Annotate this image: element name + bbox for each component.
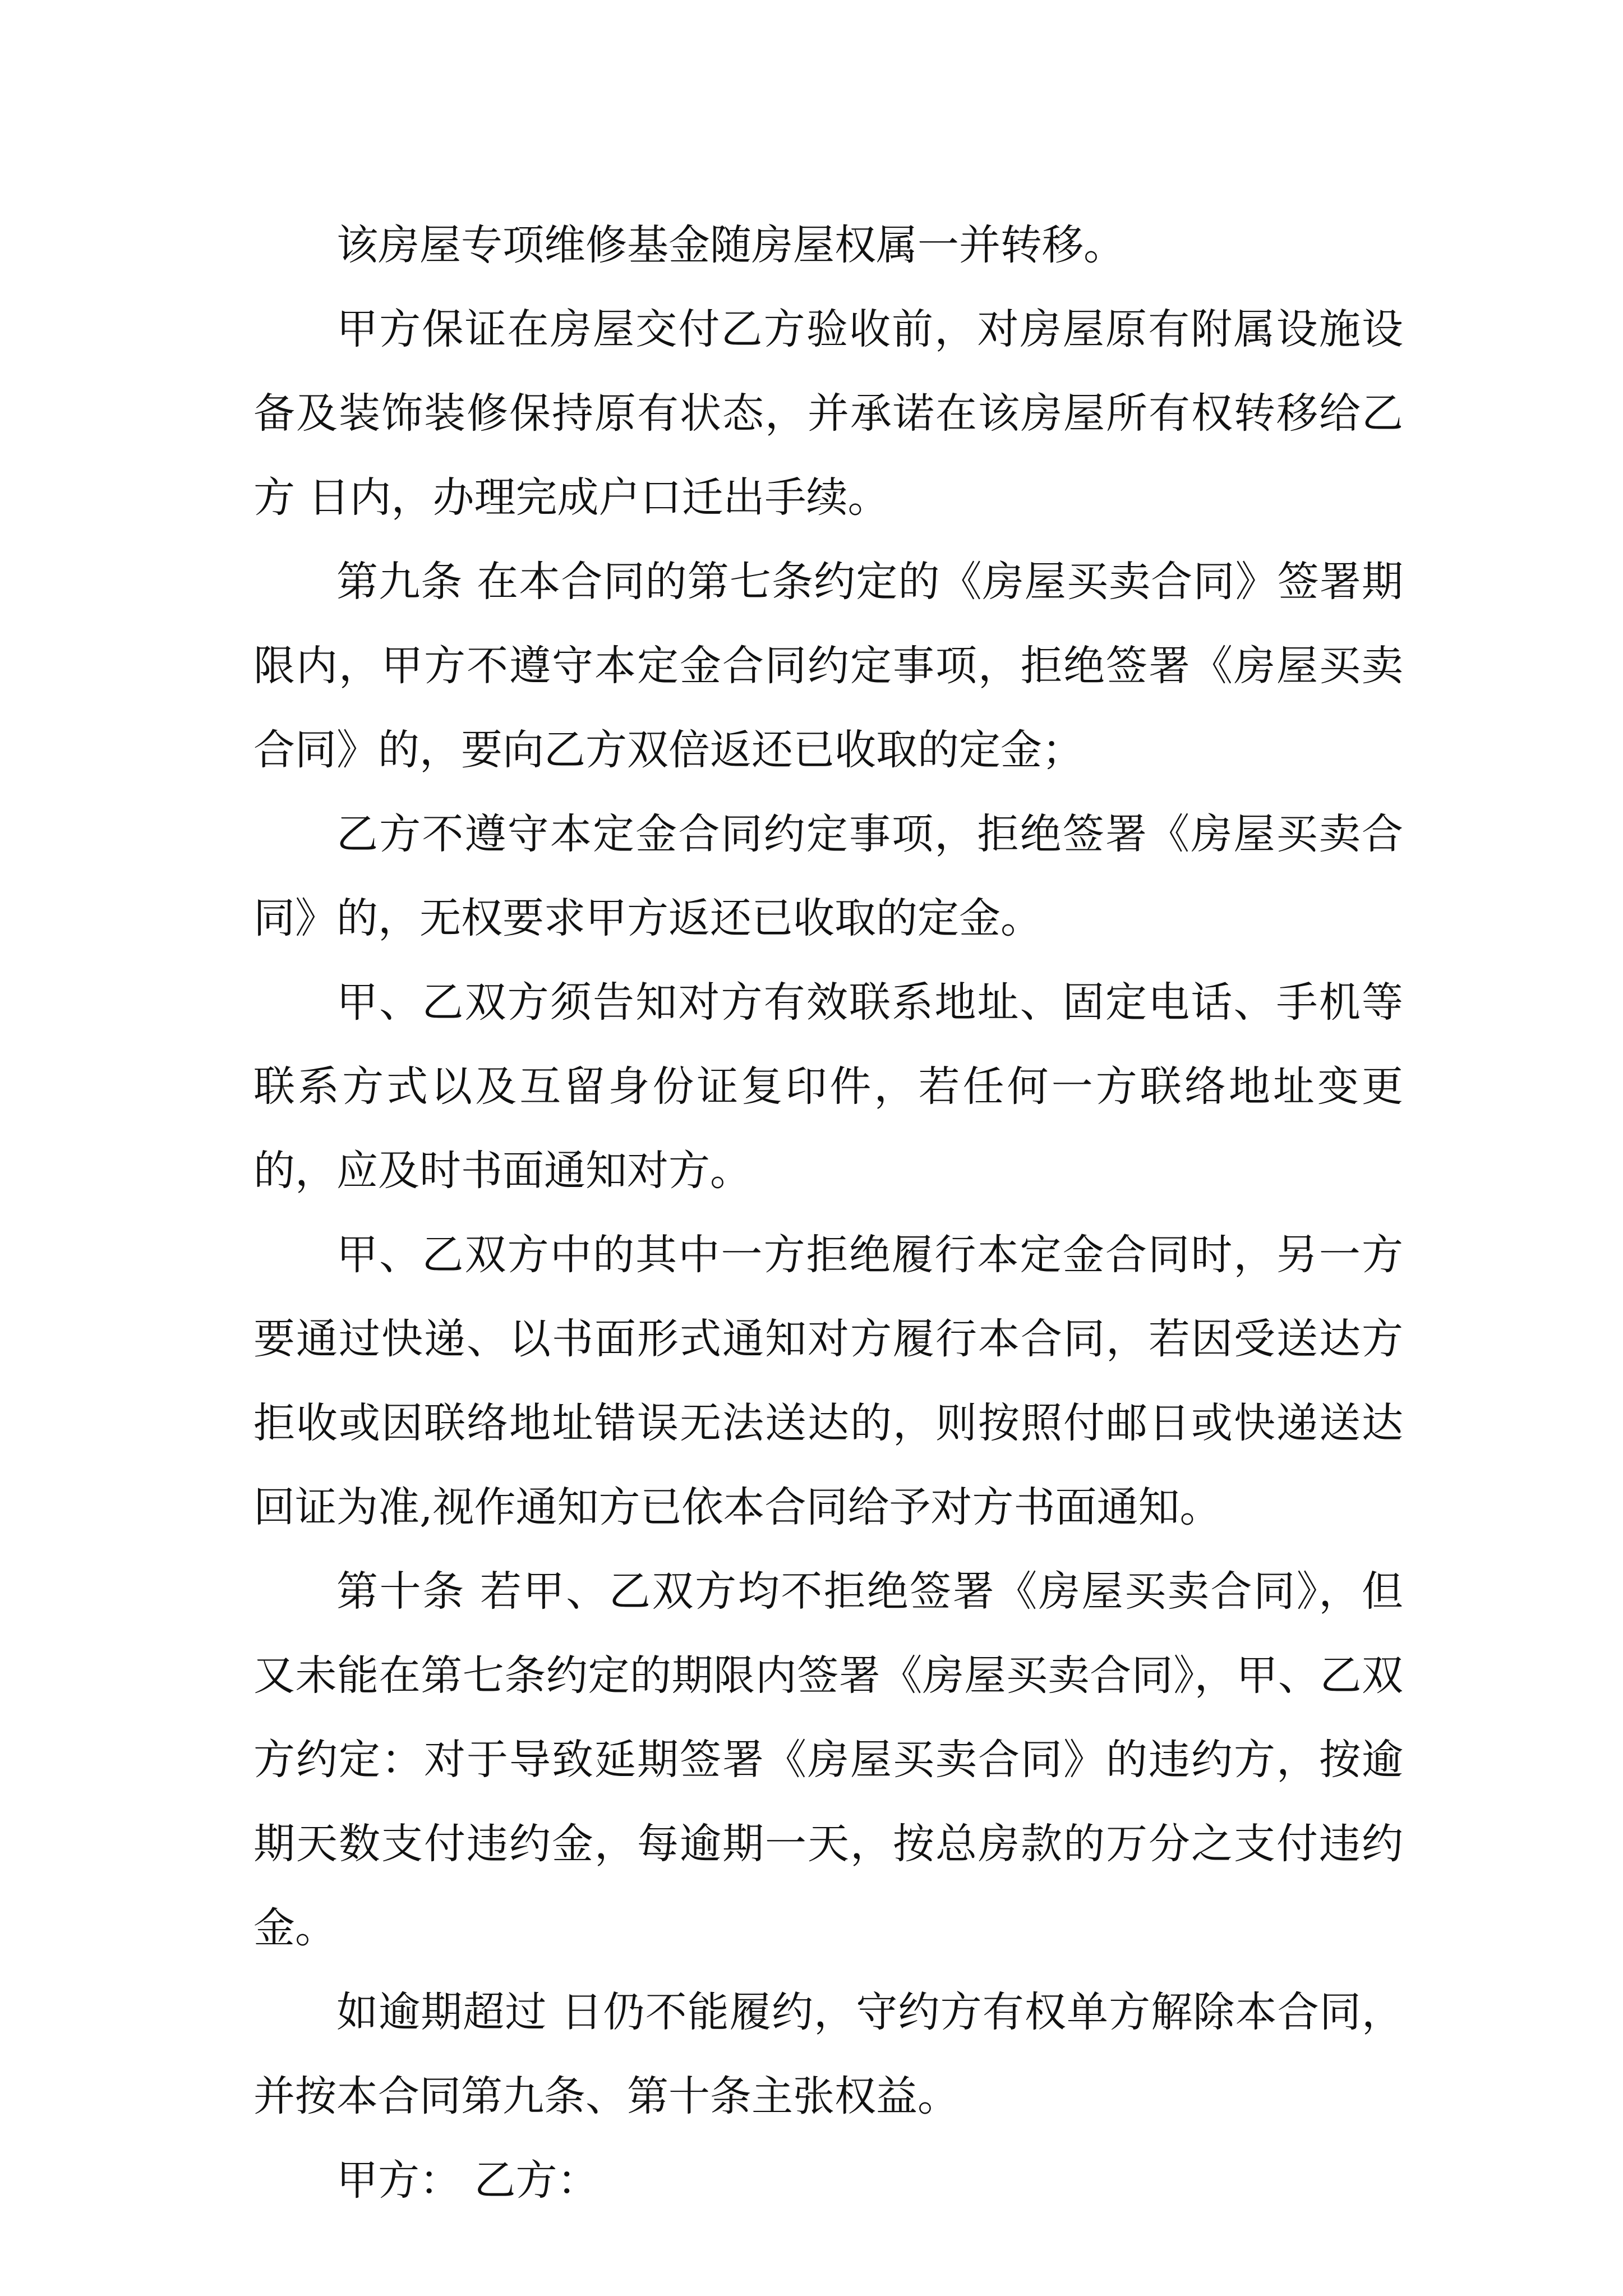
paragraph-contact-info: 甲、乙双方须告知对方有效联系地址、固定电话、手机等联系方式以及互留身份证复印件，若任何一方联络地址变更的，应及时书面通知对方。 [253,978,1403,1195]
paragraph-notice-delivery: 甲、乙双方中的其中一方拒绝履行本定金合同时，另一方要通过快递、以书面形式通知对方履行本合同，若因受送达方拒收或因联络地址错误无法送达的，则按照付邮日或快递送达回证为准,视作通知方已依本合同给予对方书面通知。 [253,1231,1403,1531]
paragraph-seller-guarantee: 甲方保证在房屋交付乙方验收前，对房屋原有附属设施设备及装饰装修保持原有状态，并承诺在该房屋所有权转移给乙方 日内，办理完成户口迁出手续。 [253,305,1403,522]
paragraph-termination: 如逾期超过 日仍不能履约，守约方有权单方解除本合同，并按本合同第九条、第十条主张权益。 [253,1988,1403,2120]
paragraph-article-9: 第九条 在本合同的第七条约定的《房屋买卖合同》签署期限内，甲方不遵守本定金合同约定事项，拒绝签署《房屋买卖合同》的，要向乙方双倍返还已收取的定金； [253,558,1403,774]
paragraph-maintenance-fund: 该房屋专项维修基金随房屋权属一并转移。 [336,221,1125,269]
paragraph-article-10: 第十条 若甲、乙双方均不拒绝签署《房屋买卖合同》，但又未能在第七条约定的期限内签署《房屋买卖合同》，甲、乙双方约定：对于导致延期签署《房屋买卖合同》的违约方，按逾期天数支付违约金，每逾期一天，按总房款的万分之支付违约金。 [253,1567,1403,1952]
document-body [253,203,1403,2223]
paragraph-buyer-breach: 乙方不遵守本定金合同约定事项，拒绝签署《房屋买卖合同》的，无权要求甲方返还已收取的定金。 [253,810,1403,942]
signature-line: 甲方： 乙方： [336,2156,599,2205]
